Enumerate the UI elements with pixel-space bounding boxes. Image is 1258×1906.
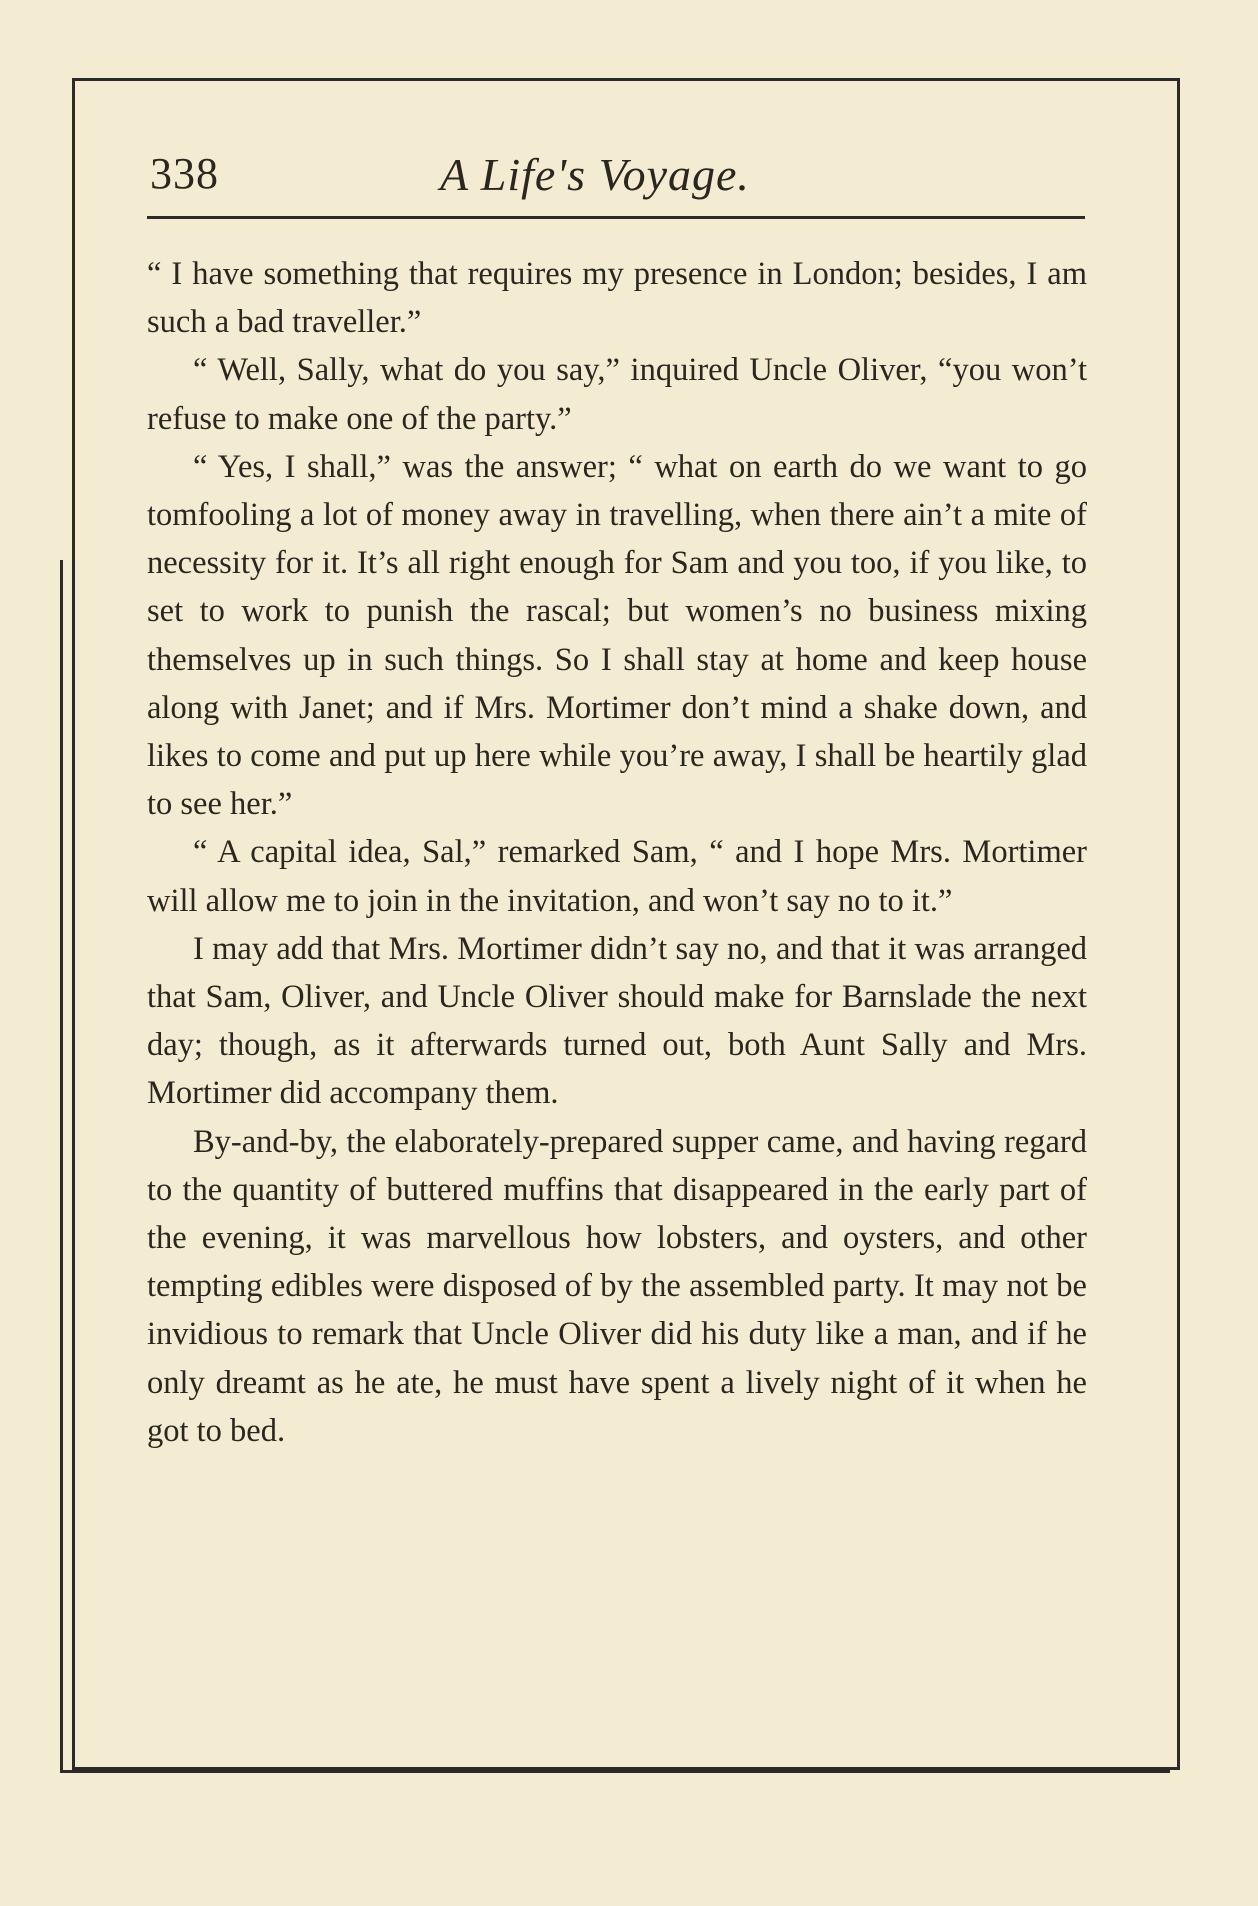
running-header (150, 148, 1085, 208)
paragraph: I may add that Mrs. Mortimer didn’t say no, and that it was arranged that Sam, Oliver, and Uncle Oliver should make for Barnslade the next day; though, as it afterwards turned out, both Aunt Sally and Mrs. Mortimer did accompany them. (147, 930, 1087, 1112)
paragraph: By-and-by, the elaborately-prepared supper came, and having regard to the quantity of buttered muffins that disappeared in the early part of the evening, it was marvellous how lobsters, and oysters, and other tempting edibles were disposed of by the assembled party. It may not be invidious to remark that Uncle Oliver did his duty like a man, and if he only dreamt as he ate, he must have spent a lively night of it when he got to bed. (147, 1123, 1087, 1449)
page-number: 338 (150, 149, 219, 198)
paragraph: “ Well, Sally, what do you say,” inquired Uncle Oliver, “you won’t refuse to make one of the party.” (147, 352, 1087, 437)
header-rule (147, 216, 1085, 219)
paragraph: “ I have something that requires my presence in London; besides, I am such a bad traveller.” (147, 256, 1087, 341)
paragraph: “ Yes, I shall,” was the answer; “ what on earth do we want to go tomfooling a lot of money away in travelling, when there ain’t a mite of necessity for it. It’s all right enough for Sam and you too, if you like, to set to work to punish the rascal; but women’s no business mixing themselves up in such things. So I shall stay at home and keep house along with Janet; and if Mrs. Mortimer don’t mind a shake down, and likes to come and put up here while you’re away, I shall be heartily glad to see her.” (147, 448, 1087, 823)
body-text (147, 250, 1087, 1455)
page-border-bottom-edge (60, 1770, 1170, 1773)
running-title: A Life's Voyage. (440, 149, 750, 200)
page-border-left-edge (60, 560, 63, 1773)
paragraph: “ A capital idea, Sal,” remarked Sam, “ and I hope Mrs. Mortimer will allow me to join in the invitation, and won’t say no to it.” (147, 834, 1087, 919)
